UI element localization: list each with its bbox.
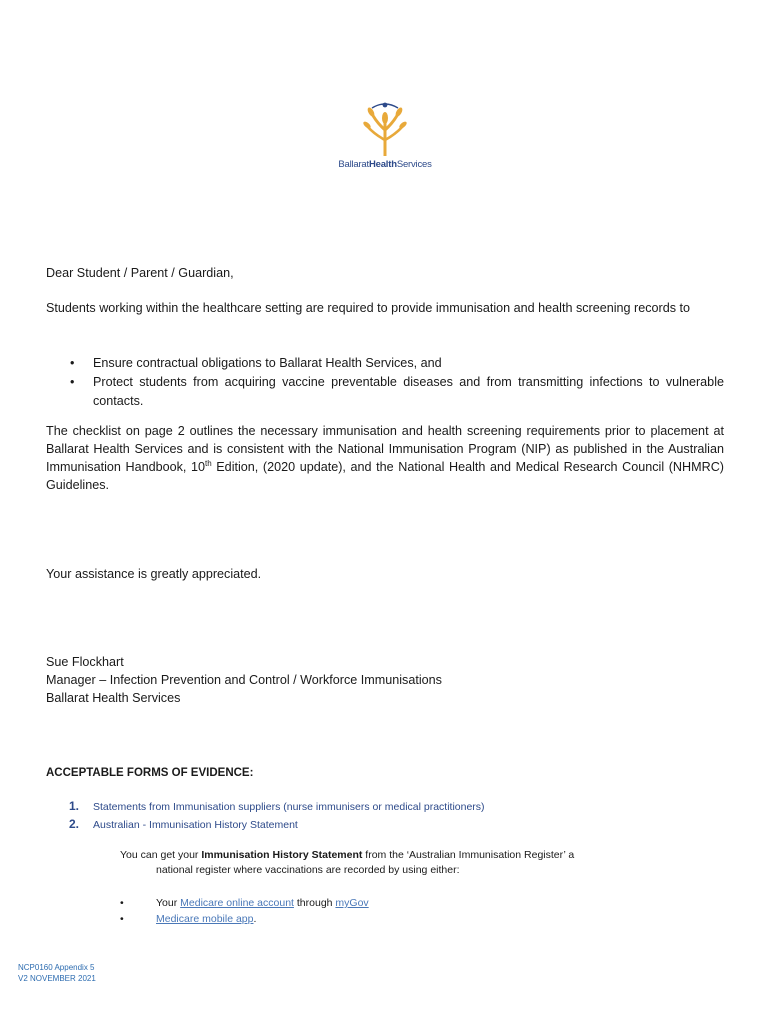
- list-item: 2. Australian - Immunisation History Statement: [69, 817, 298, 831]
- evidence-heading: ACCEPTABLE FORMS OF EVIDENCE:: [46, 767, 254, 779]
- medicare-online-account-link[interactable]: Medicare online account: [180, 897, 294, 909]
- list-item: • Ensure contractual obligations to Ballarat Health Services, and: [46, 354, 724, 373]
- wheat-sheaf-logo-icon: [362, 100, 408, 158]
- document-code: NCP0160 Appendix 5: [18, 963, 95, 972]
- signatory-name: Sue Flockhart: [46, 655, 124, 669]
- ballarat-health-logo: [330, 100, 440, 176]
- document-version: V2 NOVEMBER 2021: [18, 974, 96, 983]
- logo-wordmark: BallaratHealthServices: [338, 159, 432, 170]
- list-item: • Your Medicare online account through myGov: [120, 895, 369, 911]
- list-item: 1. Statements from Immunisation suppliers (nurse immunisers or medical practitioners): [69, 799, 485, 813]
- signatory-organisation: Ballarat Health Services: [46, 691, 181, 705]
- checklist-paragraph: The checklist on page 2 outlines the necessary immunisation and health screening requirements prior to placement at Ballarat Health Services and is consistent with the National Immunisation Program (NIP) as published in the Australian Immunisation Handbook, 10th Edition, (2020 update), and the National Health and Medical Research Council (NHMRC) Guidelines.: [46, 424, 724, 492]
- medicare-mobile-app-link[interactable]: Medicare mobile app: [156, 913, 254, 925]
- signature-block: [46, 653, 724, 707]
- list-item: • Protect students from acquiring vaccine preventable diseases and from transmitting infections to vulnerable contacts.: [46, 373, 724, 411]
- thanks-line: Your assistance is greatly appreciated.: [46, 567, 262, 581]
- intro-paragraph: Students working within the healthcare setting are required to provide immunisation and health screening records to: [46, 301, 691, 315]
- immunisation-statement-info: You can get your Immunisation History Statement from the ‘Australian Immunisation Register’ a national register where vaccinations are recorded by using either:: [120, 849, 575, 876]
- greeting: Dear Student / Parent / Guardian,: [46, 266, 234, 280]
- mygov-link[interactable]: myGov: [335, 897, 369, 909]
- list-item: • Medicare mobile app.: [120, 911, 369, 927]
- access-options-list: [120, 895, 369, 927]
- evidence-list: [69, 797, 485, 833]
- signatory-title: Manager – Infection Prevention and Control / Workforce Immunisations: [46, 673, 442, 687]
- document-footer: [18, 962, 96, 984]
- obligations-list: [46, 354, 724, 411]
